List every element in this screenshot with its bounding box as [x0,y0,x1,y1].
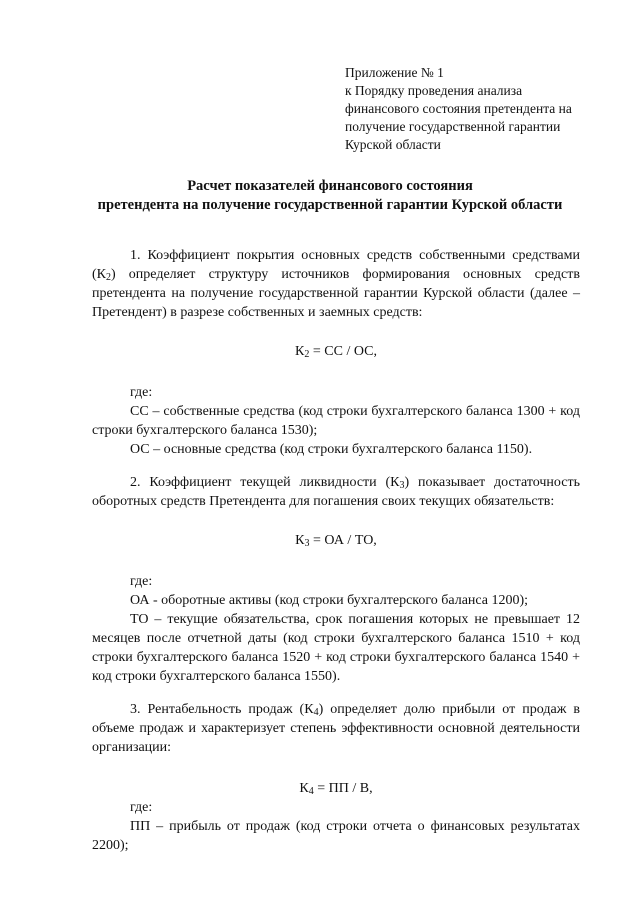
appendix-line: Курской области [345,137,441,152]
section-1-intro: 1. Коэффициент покрытия основных средств собственными средствами $(К_2)$ определяет структуру источников формирования основных средств претендента на получение государственной гарантии Курской области (далее – Претендент) в разрезе собственных и заемных средств: [92,248,580,320]
formula-k4: $К_4$ = ПП / В, [299,781,373,797]
title-line-1: Расчет показателей финансового состояния [187,178,473,194]
where-label: где: [130,800,153,815]
appendix-header [345,64,605,154]
section-3-intro: 3. Рентабельность продаж $(К_4)$ определяет долю прибыли от продаж в объеме продаж и характеризует степень эффективности основной деятельности организации: [92,702,580,755]
definition-os: ОС – основные средства (код строки бухгалтерского баланса 1150). [130,442,533,457]
appendix-line: к Порядку проведения анализа [345,83,523,98]
definition-cc: СС – собственные средства (код строки бухгалтерского баланса 1300 + код строки бухгалтерского баланса 1530); [92,404,580,438]
definition-pp: ПП – прибыль от продаж (код строки отчета о финансовых результатах 2200); [92,819,580,853]
appendix-line: финансового состояния претендента на [345,101,572,116]
where-label: где: [130,385,153,400]
document-body [92,246,580,855]
formula-k3: $К_3$ = ОА / ТО, [295,533,377,549]
title-line-2: претендента на получение государственной гарантии Курской области [97,197,563,213]
formula-k2: $К_2$ = СС / ОС, [295,344,377,360]
appendix-line: Приложение № 1 [345,65,444,80]
definition-to: ТО – текущие обязательства, срок погашения которых не превышает 12 месяцев после отчетной даты (код строки бухгалтерского баланса 1510 + код строки бухгалтерского баланса 1520 + код строки бухгалтерского баланса 1540 + код строки бухгалтерского баланса 1550). [92,612,580,684]
section-2-intro: 2. Коэффициент текущей ликвидности $(К_3)$ показывает достаточность оборотных средств Претендента для погашения своих текущих обязательств: [92,475,580,509]
definition-oa: ОА - оборотные активы (код строки бухгалтерского баланса 1200); [130,593,529,608]
appendix-line: получение государственной гарантии [345,119,561,134]
document-title [80,177,580,215]
where-label: где: [130,574,153,589]
